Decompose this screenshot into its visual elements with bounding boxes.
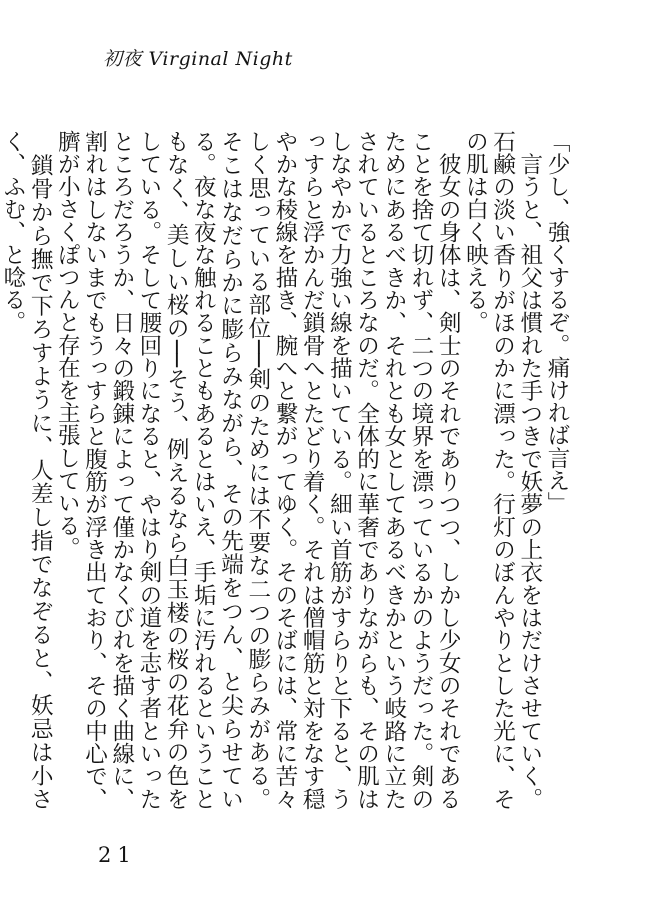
body-text: [0, 130, 570, 810]
dialogue-paragraph: 「少し、強くするぞ。痛ければ言え」: [544, 130, 570, 515]
body-paragraph: 鎖骨から撫で下ろすように、人差し指でなぞると、妖忌は小さく、ふむ、と唸る。: [0, 130, 54, 810]
body-paragraph: 言うと、祖父は慣れた手つきで妖夢の上衣をはだけさせていく。石鹸の淡い香りがほのかに漂った。行灯のぼんやりとした光に、その肌は白く映える。: [462, 130, 543, 810]
page-number: 21: [98, 843, 137, 867]
running-header-title: 初夜 Virginal Night: [103, 48, 293, 70]
body-paragraph: 彼女の身体は、剣士のそれでありつつ、しかし少女のそれであることを捨て切れず、二つの境界を漂っているかのようだった。剣のためにあるべきか、それとも女としてあるべきかという岐路に立たされているところなのだ。全体的に華奢でありながらも、その肌はしなやかで力強い線を描いている。細い首筋がすらりと下ると、うっすらと浮かんだ鎖骨へとたどり着く。それは僧帽筋と対をなす穏やかな稜線を描き、腕へと繋がってゆく。そのそばには、常に苦々しく思っている部位──剣のためには不要な二つの膨らみがある。そこはなだらかに膨らみながら、その先端をつん、と尖らせている。夜な夜な触れることもあるとはいえ、手垢に汚れるということもなく、美しい桜の──そう、例えるなら白玉楼の桜の花弁の色をしている。そして腰回りになると、やはり剣の道を志す者といったところだろうか、日々の鍛錬によって僅かなくびれを描く曲線に、割れはしないまでもうっすらと腹筋が浮き出ており、その中心で、臍が小さくぽつんと存在を主張している。: [54, 130, 462, 810]
